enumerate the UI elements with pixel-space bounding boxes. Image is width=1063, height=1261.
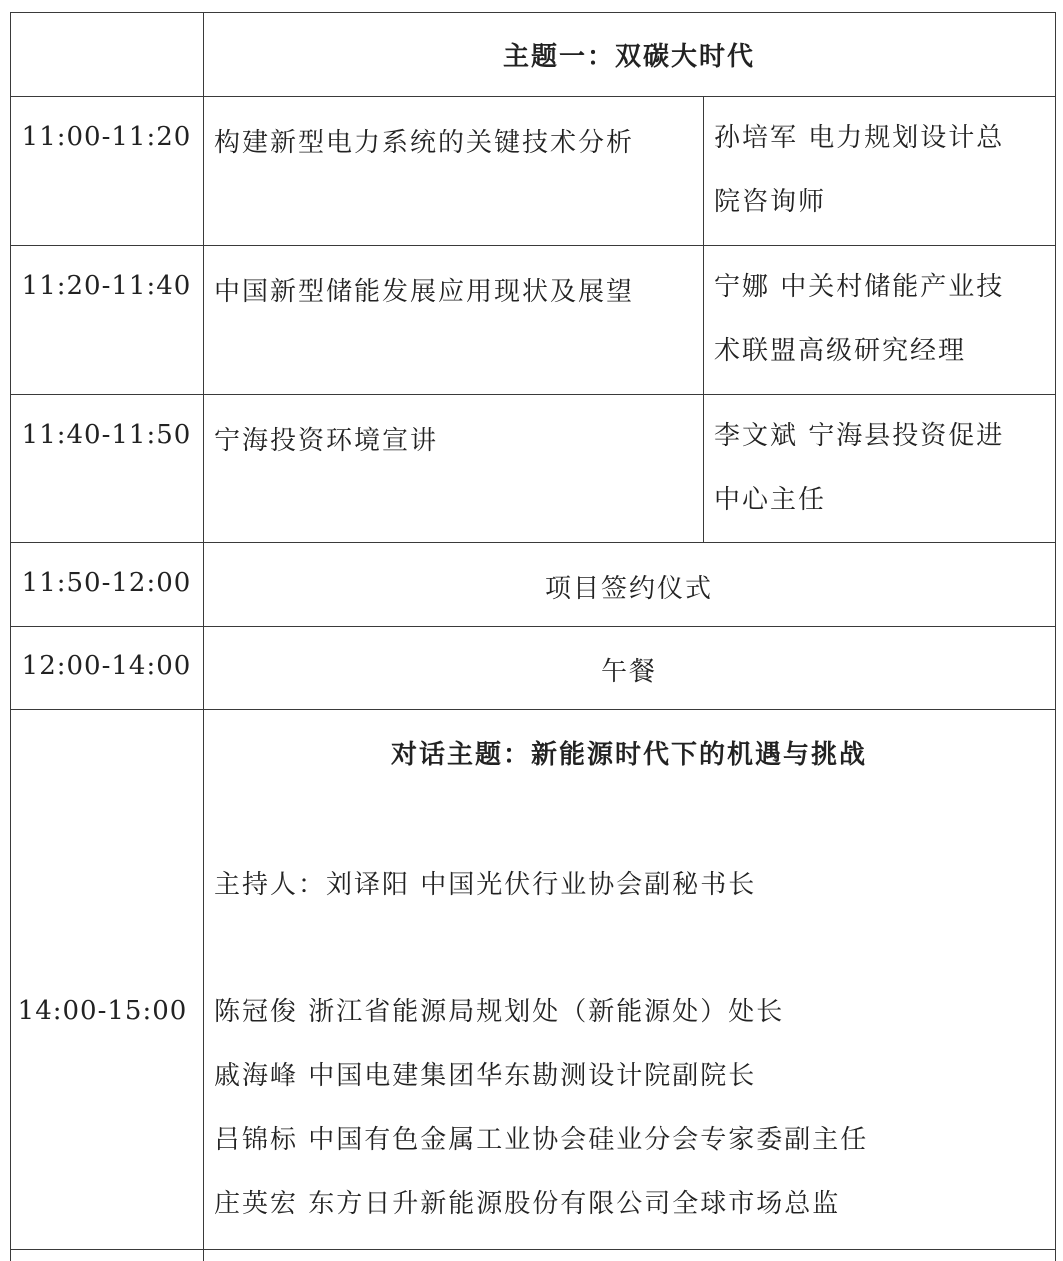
- speaker-line: 李文斌 宁海县投资促进: [714, 421, 1005, 451]
- session-speaker: [714, 404, 1004, 532]
- session-time: 11:20-11:40: [21, 271, 192, 301]
- lunch-time: 12:00-14:00: [21, 651, 192, 681]
- panelist: 吕锦标 中国有色金属工业协会硅业分会专家委副主任: [214, 1125, 869, 1155]
- lunch-label: 午餐: [600, 657, 657, 687]
- speaker-line: 术联盟高级研究经理: [714, 336, 967, 366]
- row-divider: [10, 1249, 1055, 1250]
- time-column-divider: [203, 12, 204, 1261]
- row-divider: [10, 542, 1055, 543]
- speaker-line: 中心主任: [714, 485, 827, 515]
- right-border: [1055, 12, 1056, 1261]
- row-divider: [10, 626, 1055, 627]
- speaker-line: 孙培军 电力规划设计总: [714, 123, 1005, 153]
- dialogue-host: 主持人：刘译阳 中国光伏行业协会副秘书长: [214, 870, 757, 900]
- row-divider: [10, 394, 1055, 395]
- panelist: 陈冠俊 浙江省能源局规划处（新能源处）处长: [214, 997, 785, 1027]
- panelist: 庄英宏 东方日升新能源股份有限公司全球市场总监: [214, 1189, 841, 1219]
- session-topic: 中国新型储能发展应用现状及展望: [214, 277, 635, 307]
- session-speaker: [714, 106, 1004, 234]
- dialogue-panelists: [214, 980, 868, 1236]
- dialogue-title: 对话主题：新能源时代下的机遇与挑战: [390, 740, 867, 770]
- row-divider: [10, 709, 1055, 710]
- theme-title: 主题一：双碳大时代: [502, 42, 755, 72]
- signing-time: 11:50-12:00: [21, 568, 192, 598]
- signing-label: 项目签约仪式: [544, 574, 713, 604]
- session-topic: 宁海投资环境宣讲: [214, 426, 439, 456]
- row-divider: [10, 96, 1055, 97]
- left-border: [10, 12, 11, 1261]
- speaker-line: 宁娜 中关村储能产业技: [714, 272, 1005, 302]
- row-divider: [10, 245, 1055, 246]
- speaker-column-divider: [703, 96, 704, 542]
- speaker-line: 院咨询师: [714, 187, 827, 217]
- session-topic: 构建新型电力系统的关键技术分析: [214, 128, 635, 158]
- session-time: 11:00-11:20: [21, 122, 192, 152]
- panelist: 戚海峰 中国电建集团华东勘测设计院副院长: [214, 1061, 757, 1091]
- dialogue-time: 14:00-15:00: [17, 996, 188, 1026]
- session-time: 11:40-11:50: [21, 420, 192, 450]
- top-border: [10, 12, 1055, 13]
- session-speaker: [714, 255, 1004, 383]
